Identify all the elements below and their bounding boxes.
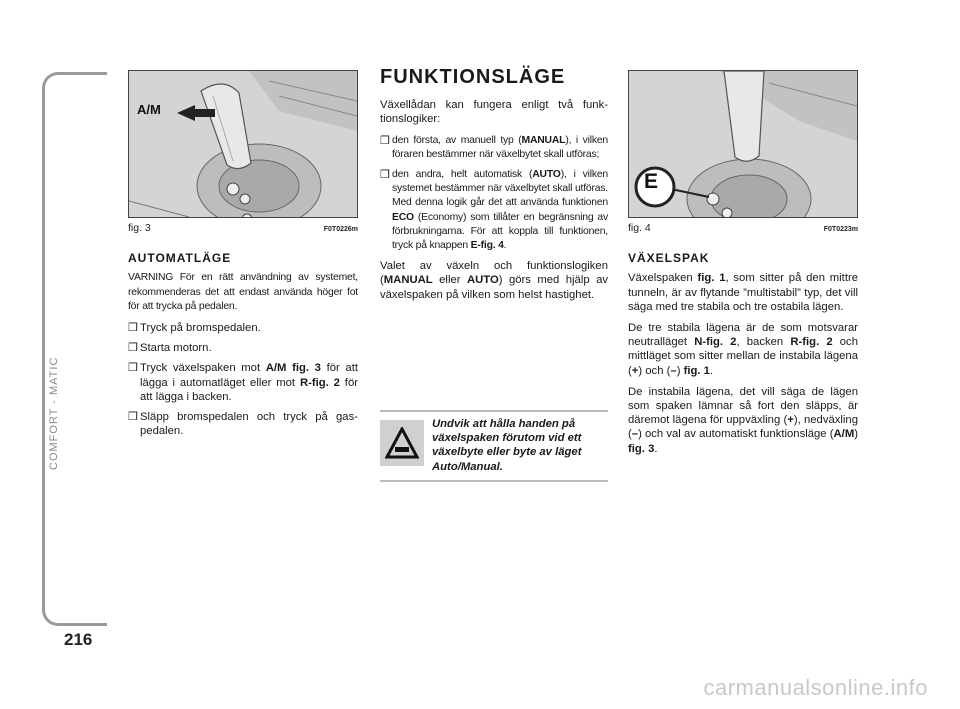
figure-4 xyxy=(628,70,858,218)
checkbox-bullet-icon: ❒ xyxy=(380,134,390,147)
checkbox-bullet-icon: ❒ xyxy=(128,411,138,424)
page-number: 216 xyxy=(64,630,93,649)
intro-paragraph: VARNING För en rätt användning av systemet, rekommenderas det att endast använda höger fot för att trycka på pedalen. xyxy=(128,272,358,312)
page-title: FUNKTIONSLÄGE xyxy=(380,66,566,88)
warning-box xyxy=(380,410,608,482)
column-right xyxy=(628,70,858,463)
watermark: carmanualsonline.info xyxy=(703,675,928,700)
warning-text: Undvik att hålla handen på växelspaken förutom vid ett växelbyte eller byte av läget Auto/Manual. xyxy=(432,418,582,473)
gear-lever-illustration xyxy=(629,71,857,217)
column-left xyxy=(128,70,358,444)
page-frame xyxy=(42,72,107,626)
list-item: ❒ Tryck växelspaken mot A/M fig. 3 för att lägga i automatläget eller mot R-fig. 2 för att lägga i backen. xyxy=(128,362,358,403)
fig-label: fig. 3 xyxy=(128,222,151,234)
list-item: ❒ Släpp bromspedalen och tryck på gaspedalen. xyxy=(128,411,358,438)
section-heading: AUTOMATLÄGE xyxy=(128,251,232,266)
checkbox-bullet-icon: ❒ xyxy=(128,362,138,375)
gear-lever-illustration xyxy=(129,71,357,217)
checkbox-bullet-icon: ❒ xyxy=(380,169,390,182)
paragraph: Växelspaken fig. 1, som sitter på den mittre tunneln, är av flytande ”multistabil” typ, det vill säga med tre stabila och tre ostabila lägen. xyxy=(628,272,858,313)
checkbox-bullet-icon: ❒ xyxy=(128,342,138,355)
warning-triangle-icon xyxy=(380,420,424,466)
fig-code: F0T0226m xyxy=(323,226,358,233)
list-item: ❒ Tryck på bromspedalen. xyxy=(128,322,261,335)
paragraph: De tre stabila lägena är de som motsvarar neutralläget N-fig. 2, backen R-fig. 2 och mittläget som sitter mellan de instabila lägena (+) och (–) fig. 1. xyxy=(628,322,858,377)
intro-paragraph: Växellådan kan fungera enligt två funktionslogiker: xyxy=(380,99,608,126)
figure-3 xyxy=(128,70,358,218)
paragraph: De instabila lägena, det vill säga de lägen som spaken lämnar så fort den släpps, är däremot lägena för uppväxling (+), nedväxling (–) och val av automatiskt funktionsläge (A/M) fig. 3. xyxy=(628,385,858,455)
fig-tag-e: E xyxy=(644,170,659,193)
column-middle xyxy=(380,66,609,309)
checkbox-bullet-icon: ❒ xyxy=(128,322,138,335)
fig-code: F0T0223m xyxy=(823,226,858,233)
list-item: ❒ den andra, helt automatisk (AUTO), i vilken systemet bestämmer när växelbytet skall utföras. Med denna logik går det att använda funktionen ECO (Economy) som tillåter en begränsning av förbrukningarna. För att koppla till funktionen, tryck på knappen E-fig. 4. xyxy=(380,168,608,253)
fig-tag-am: A/M xyxy=(137,102,161,117)
paragraph: Valet av växeln och funktionslogiken (MANUAL eller AUTO) görs med hjälp av växelspaken på vilken som helst hastighet. xyxy=(380,260,608,301)
fig-label: fig. 4 xyxy=(628,222,651,234)
list-item: ❒ den första, av manuell typ (MANUAL), i vilken föraren bestämmer när växelbytet skall utföras; xyxy=(380,134,608,162)
section-label: COMFORT - MATIC xyxy=(48,356,60,470)
list-item: ❒ Starta motorn. xyxy=(128,342,212,355)
section-heading: VÄXELSPAK xyxy=(628,251,710,266)
